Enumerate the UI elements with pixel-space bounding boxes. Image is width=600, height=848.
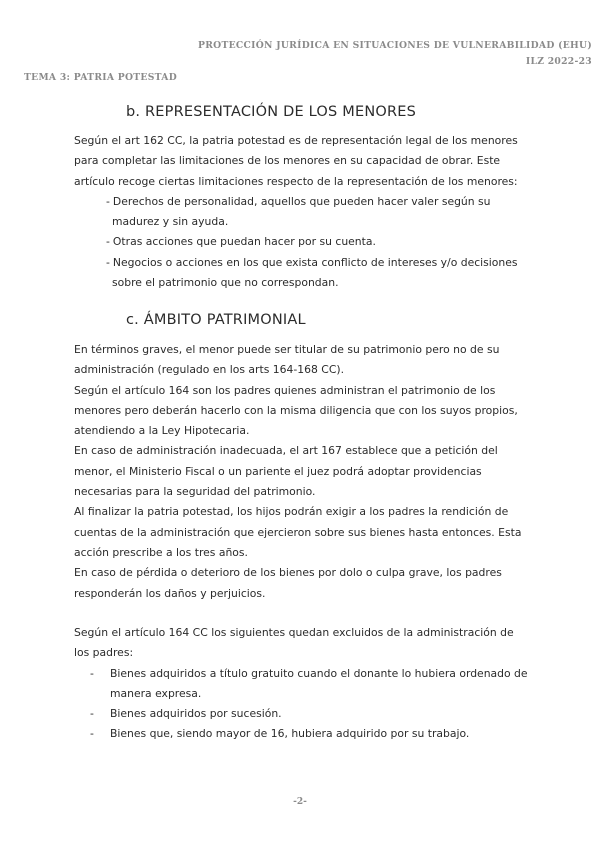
page-number: -2- — [293, 797, 307, 807]
limitations-list — [74, 192, 534, 293]
paragraph-line: cuentas de la administración que ejercieron sobre sus bienes hasta entonces. Esta — [74, 525, 522, 539]
section-b-heading: b. REPRESENTACIÓN DE LOS MENORES — [126, 104, 417, 120]
paragraph-line: artículo recoge ciertas limitaciones respecto de la representación de los menores: — [74, 174, 518, 188]
paragraph-line: Al finalizar la patria potestad, los hijos podrán exigir a los padres la rendición de — [74, 505, 509, 519]
paragraph-line: atendiendo a la Ley Hipotecaria. — [74, 424, 250, 438]
paragraph-line: En caso de administración inadecuada, el art 167 establece que a petición del — [74, 444, 498, 458]
list-item: - Negocios o acciones en los que exista conflicto de intereses y/o decisiones sobre el patrimonio que no correspondan. — [106, 255, 518, 290]
running-header — [198, 38, 592, 70]
paragraph-line: En términos graves, el menor puede ser titular de su patrimonio pero no de su — [74, 343, 500, 356]
paragraph-line: En caso de pérdida o deterioro de los bienes por dolo o culpa grave, los padres — [74, 566, 502, 580]
excluded-assets-list — [74, 664, 534, 745]
section-c-body — [74, 340, 534, 604]
paragraph-line: para completar las limitaciones de los menores en su capacidad de obrar. Este — [74, 154, 501, 168]
paragraph-line: Según el artículo 164 son los padres quienes administran el patrimonio de los — [74, 383, 496, 397]
paragraph-line: acción prescribe a los tres años. — [74, 545, 248, 559]
course-year: ILZ 2022-23 — [525, 56, 592, 67]
paragraph-line: Según el art 162 CC, la patria potestad es de representación legal de los menores — [74, 134, 518, 147]
paragraph-line: Según el artículo 164 CC los siguientes quedan excluidos de la administración de — [74, 626, 514, 639]
list-item: - Otras acciones que puedan hacer por su cuenta. — [106, 235, 376, 249]
excluded-assets-body — [74, 623, 534, 745]
section-b-body — [74, 131, 534, 293]
paragraph-line: menor, el Ministerio Fiscal o un pariente el juez podrá adoptar providencias — [74, 464, 482, 478]
list-item: - Bienes adquiridos a título gratuito cuando el donante lo hubiera ordenado de manera expresa. — [90, 666, 528, 700]
section-c-heading: c. ÁMBITO PATRIMONIAL — [126, 312, 306, 328]
paragraph-line: necesarias para la seguridad del patrimonio. — [74, 485, 316, 499]
paragraph-line: administración (regulado en los arts 164-168 CC). — [74, 363, 345, 377]
list-item: - Bienes que, siendo mayor de 16, hubiera adquirido por su trabajo. — [90, 727, 470, 741]
list-item: - Derechos de personalidad, aquellos que pueden hacer valer según su madurez y sin ayuda. — [106, 194, 491, 229]
paragraph-line: responderán los daños y perjuicios. — [74, 586, 266, 600]
paragraph-line: menores pero deberán hacerlo con la misma diligencia que con los suyos propios, — [74, 403, 518, 417]
paragraph-line: los padres: — [74, 646, 134, 660]
list-item: - Bienes adquiridos por sucesión. — [90, 707, 282, 721]
course-title: PROTECCIÓN JURÍDICA EN SITUACIONES DE VULNERABILIDAD (EHU) — [198, 40, 592, 51]
topic-label: TEMA 3: PATRIA POTESTAD — [24, 72, 177, 83]
